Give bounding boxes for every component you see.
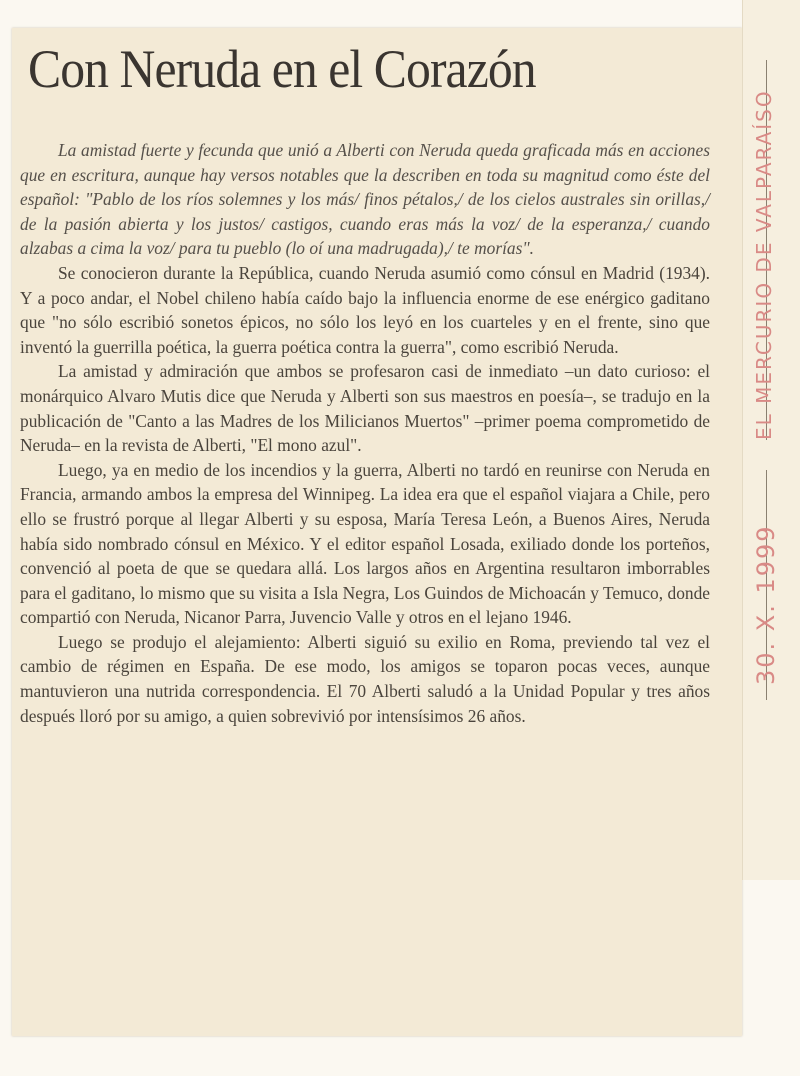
article-title: Con Neruda en el Corazón: [28, 39, 536, 99]
article-paragraph: Luego, ya en medio de los incendios y la guerra, Alberti no tardó en reunirse con Neruda en Francia, armando ambos la empresa del Winnipeg. La idea era que el español viajara a Chile, pero ello se frustró porque al llegar Alberti y su esposa, María Teresa León, a Buenos Aires, Neruda había sido nombrado cónsul en México. Y el editor español Losada, exiliado donde los porteños, convenció al poeta de que se quedara allá. Los largos años en Argentina resultaron imborrables para el gaditano, lo mismo que su visita a Isla Negra, Los Guindos de Michoacán y Temuco, donde compartió con Neruda, Nicanor Parra, Juvencio Valle y otros en el lejano 1946.: [20, 459, 710, 628]
article-paragraph: La amistad y admiración que ambos se profesaron casi de inmediato –un dato curioso: el monárquico Alvaro Mutis dice que Neruda y Alberti son sus maestros en poesía–, se tradujo en la publicación de "Canto a las Madres de los Milicianos Muertos" –primer poema comprometido de Neruda– en la revista de Alberti, "El mono azul".: [20, 361, 710, 456]
handwritten-source-note: EL MERCURIO DE VALPARAÍSO: [752, 89, 776, 440]
article-lead-paragraph: La amistad fuerte y fecunda que unió a Alberti con Neruda queda graficada más en acciones que en escritura, aunque hay versos notables que la describen en toda su magnitud como éste del español: "Pablo de los ríos solemnes y los más/ finos pétalos,/ de los cielos australes sin orillas,/ de la pasión abierta y los justos/ castigos, cuando eras más la voz/ de la esperanza,/ cuando alzabas a cima la voz/ para tu pueblo (lo oí una madrugada),/ te morías".: [20, 140, 710, 259]
handwritten-date-note: 30. X. 1999: [752, 524, 780, 685]
article-paragraph: Se conocieron durante la República, cuando Neruda asumió como cónsul en Madrid (1934). Y a poco andar, el Nobel chileno había caído bajo la influencia enorme de ese enérgico gaditano que "no sólo escribió sonetos épicos, no sólo los leyó en los cuarteles y en el frente, sino que inventó la guerrilla poética, la guerra poética contra la guerra", como escribió Neruda.: [20, 262, 710, 357]
article-body: [20, 138, 710, 728]
article-paragraph: Luego se produjo el alejamiento: Alberti siguió su exilio en Roma, previendo tal vez el cambio de régimen en España. De ese modo, los amigos se toparon pocas veces, aunque mantuvieron una nutrida correspondencia. El 70 Alberti saludó a la Unidad Popular y tres años después lloró por su amigo, a quien sobrevivió por intensísimos 26 años.: [20, 631, 710, 726]
